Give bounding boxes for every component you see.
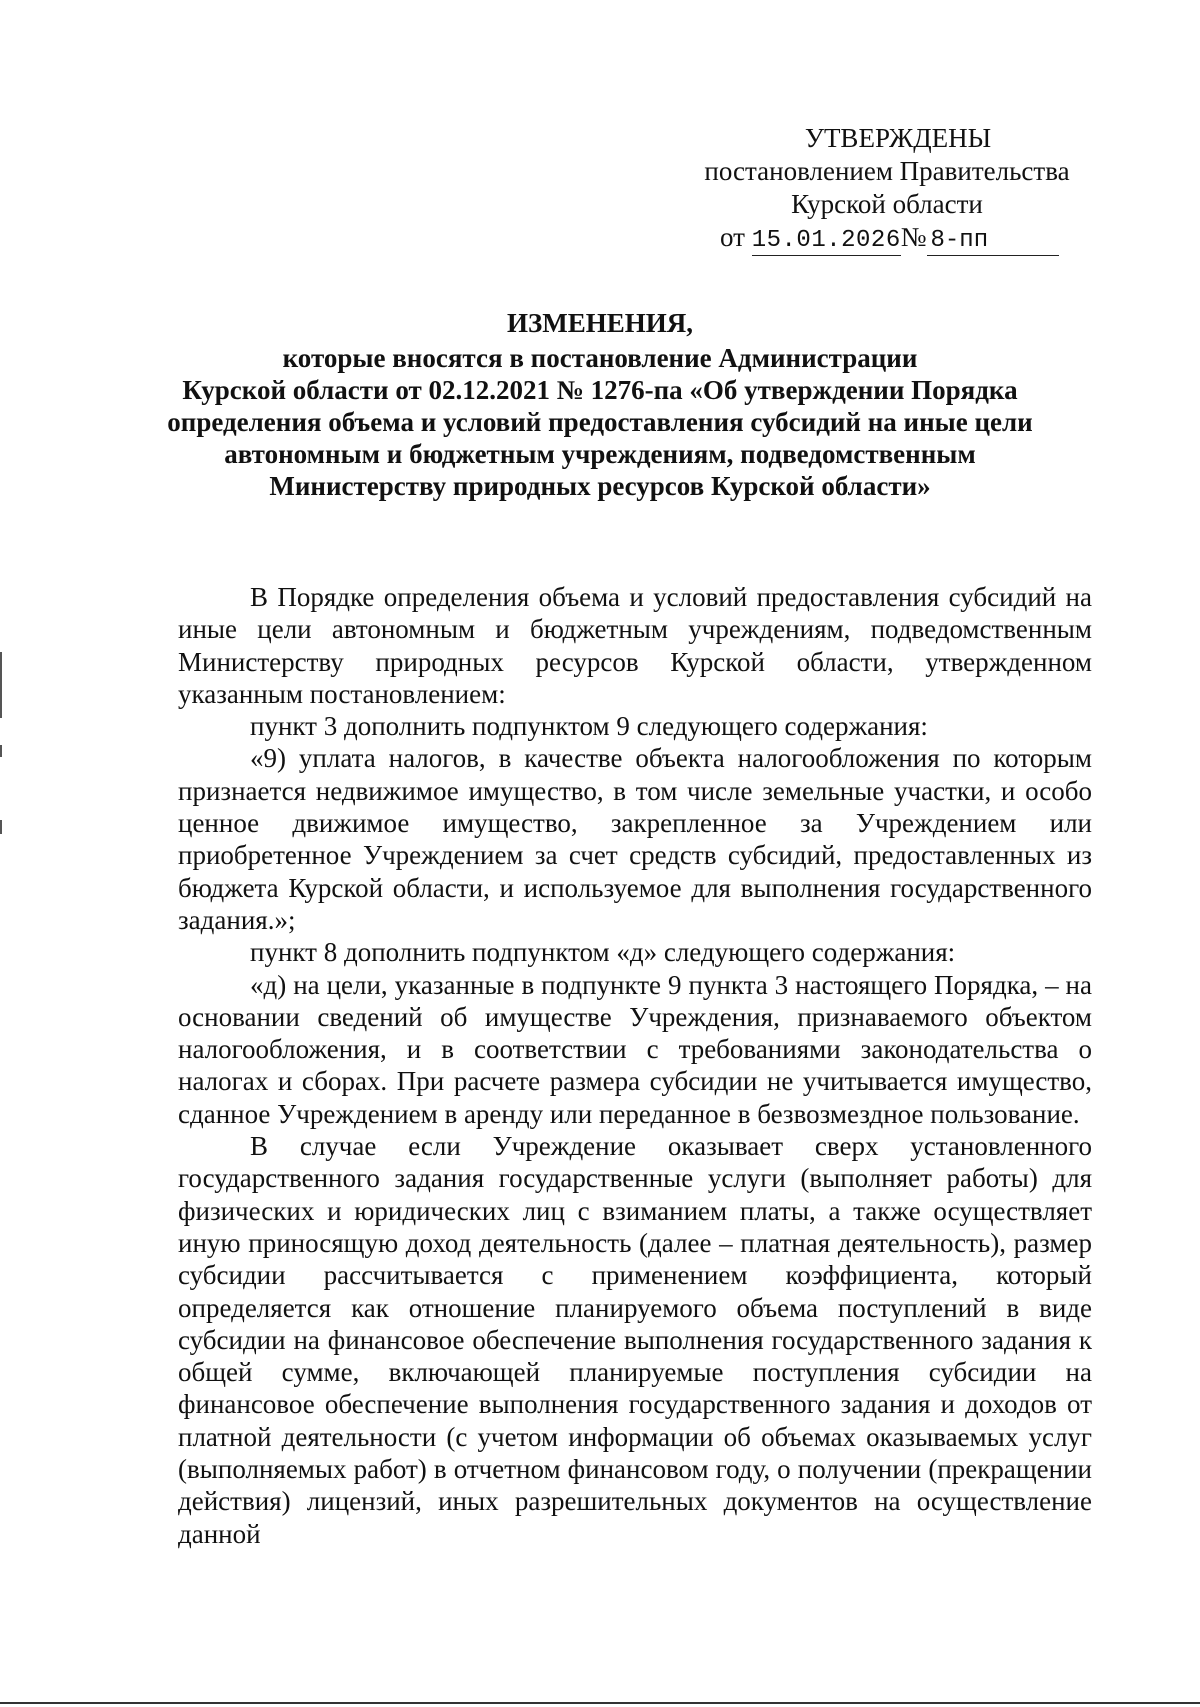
approval-line-1: постановлением Правительства bbox=[704, 156, 1070, 186]
scan-edge-mark bbox=[0, 652, 2, 718]
approval-date: 15.01.2026 bbox=[751, 227, 901, 254]
scan-edge-mark bbox=[0, 745, 2, 757]
approval-line-2: Курской области bbox=[791, 189, 983, 219]
document-title: ИЗМЕНЕНИЯ, bbox=[506, 308, 693, 338]
heading-line-3: определения объема и условий предоставления субсидий на иные цели bbox=[167, 407, 1033, 437]
heading-line-5: Министерству природных ресурсов Курской области» bbox=[269, 471, 931, 501]
document-heading bbox=[150, 307, 1050, 502]
approval-title: УТВЕРЖДЕНЫ bbox=[804, 123, 992, 153]
paragraph: пункт 3 дополнить подпунктом 9 следующего содержания: bbox=[250, 711, 928, 742]
approval-block bbox=[672, 122, 1102, 256]
number-sign: № bbox=[900, 222, 927, 252]
heading-line-4: автономным и бюджетным учреждениям, подведомственным bbox=[224, 439, 976, 469]
paragraph: «д) на цели, указанные в подпункте 9 пункта 3 настоящего Порядка, – на основании сведений об имуществе Учреждения, признаваемого объектом налогообложения, и в соответствии с требованиями законодательства о налогах и сборах. При расчете размера субсидии не учитывается имущество, сданное Учреждением в аренду или переданное в безвозмездное пользование. bbox=[178, 969, 1092, 1129]
scan-edge-mark bbox=[0, 820, 2, 834]
approval-number: 8-пп bbox=[927, 228, 1059, 256]
paragraph: В Порядке определения объема и условий предоставления субсидий на иные цели автономным и бюджетным учреждениям, подведомственным Министерству природных ресурсов Курской области, утвержденном указанным постановлением: bbox=[178, 582, 1092, 709]
paragraph: пункт 8 дополнить подпунктом «д» следующего содержания: bbox=[250, 937, 956, 968]
scan-bottom-edge bbox=[0, 1702, 1200, 1704]
document-body bbox=[178, 581, 1092, 1550]
paragraph: «9) уплата налогов, в качестве объекта налогообложения по которым признается недвижимое имущество, в том числе земельные участки, и особо ценное движимое имущество, закрепленное за Учреждением или приобретенное Учреждением за счет средств субсидий, предоставленных из бюджета Курской области, и используемое для выполнения государственного задания.»; bbox=[178, 743, 1092, 935]
approval-number-line bbox=[672, 221, 1102, 256]
heading-line-1: которые вносятся в постановление Администрации bbox=[282, 343, 918, 373]
paragraph: В случае если Учреждение оказывает сверх установленного государственного задания государственные услуги (выполняет работы) для физических и юридических лиц с взиманием платы, а также осуществляет иную приносящую доход деятельность (далее – платная деятельность), размер субсидии рассчитывается с применением коэффициента, который определяется как отношение планируемого объема поступлений в виде субсидии на финансовое обеспечение выполнения государственного задания к общей сумме, включающей планируемые поступления субсидии на финансовое обеспечение выполнения государственного задания и доходов от платной деятельности (с учетом информации об объемах оказываемых услуг (выполняемых работ) в отчетном финансовом году, о получении (прекращении действия) лицензий, иных разрешительных документов на осуществление данной bbox=[178, 1131, 1092, 1549]
heading-line-2: Курской области от 02.12.2021 № 1276-па «Об утверждении Порядка bbox=[182, 375, 1018, 405]
date-prefix: от bbox=[720, 222, 745, 252]
